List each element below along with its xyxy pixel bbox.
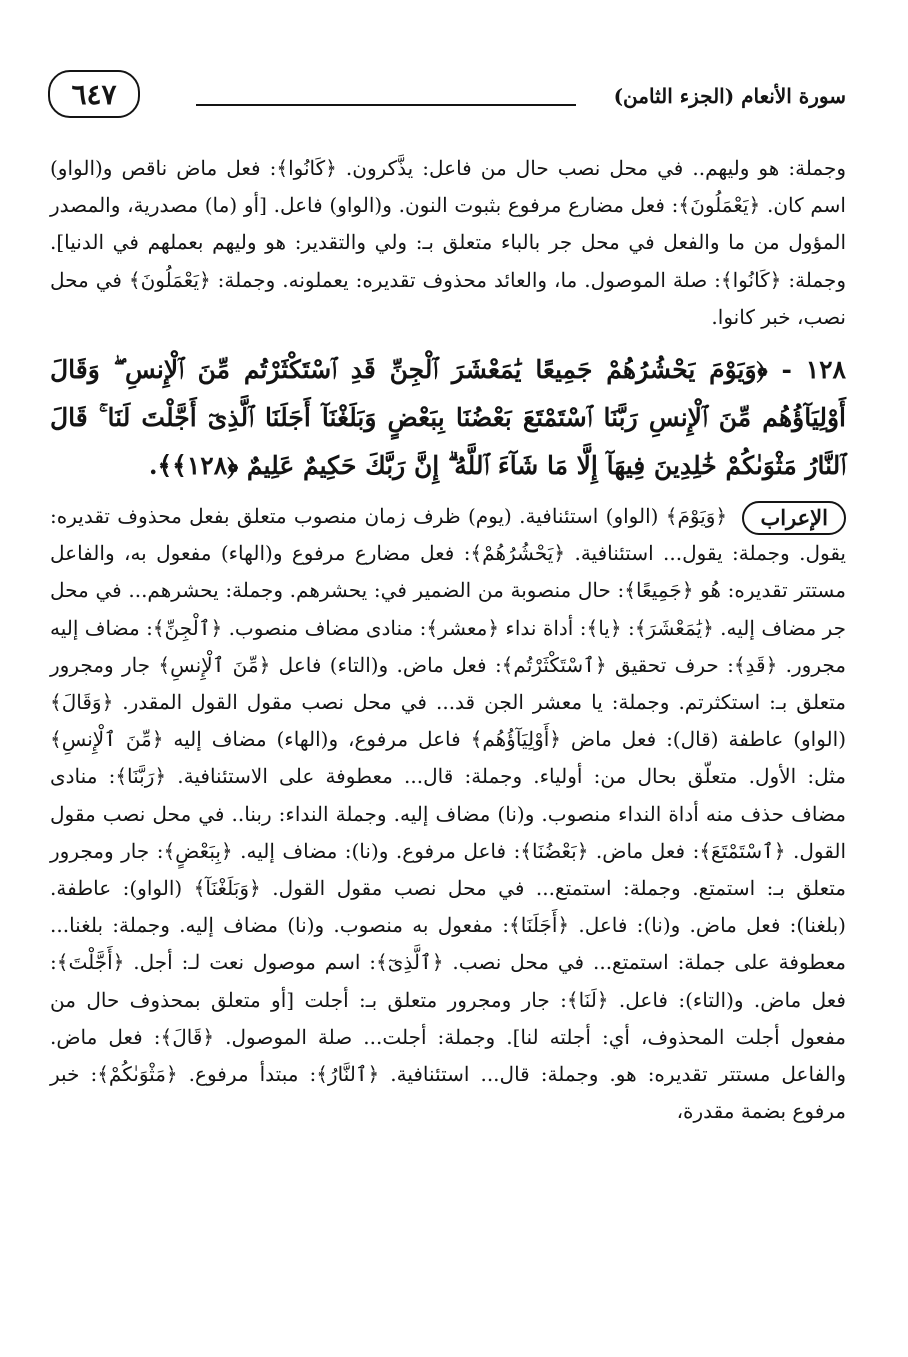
irab-label: الإعراب bbox=[742, 501, 846, 535]
quran-verse bbox=[50, 346, 846, 490]
irab-paragraph bbox=[50, 498, 846, 1130]
commentary-paragraph: وجملة: هو وليهم.. في محل نصب حال من فاعل: يذَّكرون. ﴿كَانُوا﴾: فعل ماض ناقص و(الواو) اسم كان. ﴿يَعْمَلُونَ﴾: فعل مضارع مرفوع بثبوت النون. و(الواو) فاعل. [أو (ما) مصدرية، والمصدر المؤول من ما والفعل في محل جر بالباء متعلق بـ: ولي والتقدير: هو وليهم بعملهم في الدنيا]. وجملة: ﴿كَانُوا﴾: صلة الموصول. ما، والعائد محذوف تقديره: يعملونه. وجملة: ﴿يَعْمَلُونَ﴾ في محل نصب، خبر كانوا. bbox=[50, 156, 846, 329]
running-head: سورة الأنعام (الجزء الثامن) bbox=[613, 84, 846, 108]
verse-number: ١٢٨ - bbox=[781, 355, 846, 385]
header-rule bbox=[196, 104, 576, 106]
page-content bbox=[50, 150, 846, 1130]
page-number: ٦٤٧ bbox=[48, 70, 140, 118]
page-header bbox=[48, 70, 846, 124]
irab-text: ﴿وَيَوْمَ﴾ (الواو) استئنافية. (يوم) ظرف زمان منصوب متعلق بفعل محذوف تقديره: يقول. وجملة: يقول... استئنافية. ﴿يَحْشُرُهُمْ﴾: فعل مضارع مرفوع و(الهاء) مفعول به، والفاعل مستتر تقديره: هُو ﴿جَمِيعًا﴾: حال منصوبة من الضمير في: يحشرهم. وجملة: يحشرهم... في محل جر مضاف إليه. ﴿يَٰمَعْشَرَ﴾: ﴿يا﴾: أداة نداء ﴿معشر﴾: منادى مضاف منصوب. ﴿ٱلْجِنِّ﴾: مضاف إليه مجرور. ﴿قَدِ﴾: حرف تحقيق ﴿ٱسْتَكْثَرْتُم﴾: فعل ماض. و(التاء) فاعل ﴿مِّنَ ٱلْإِنسِ﴾ جار ومجرور متعلق بـ: استكثرتم. وجملة: يا معشر الجن قد... في محل نصب مقول القول المقدر. ﴿وَقَالَ﴾ (الواو) عاطفة (قال): فعل ماض ﴿أَوْلِيَآؤُهُم﴾ فاعل مرفوع، و(الهاء) مضاف إليه ﴿مِّنَ ٱلْإِنسِ﴾ مثل: الأول. متعلّق بحال من: أولياء. وجملة: قال... معطوفة على الاستئنافية. ﴿رَبَّنَا﴾: منادى مضاف حذف منه أداة النداء منصوب. و(نا) مضاف إليه. وجملة النداء: ربنا.. في محل نصب مقول القول. ﴿ٱسْتَمْتَعَ﴾: فعل ماض. ﴿بَعْضُنَا﴾: فاعل مرفوع. و(نا): مضاف إليه. ﴿بِبَعْضٍ﴾: جار ومجرور متعلق بـ: استمتع. وجملة: استمتع... في محل نصب مقول القول. ﴿وَبَلَغْنَآ﴾ (الواو): عاطفة. (بلغنا): فعل ماض. و(نا): فاعل. ﴿أَجَلَنَا﴾: مفعول به منصوب. و(نا) مضاف إليه. وجملة: بلغنا... معطوفة على جملة: استمتع... في محل نصب. ﴿ٱلَّذِىٓ﴾: اسم موصول نعت لـ: أجل. ﴿أَجَّلْتَ﴾: فعل ماض. و(التاء): فاعل. ﴿لَنَا﴾: جار ومجرور متعلق بـ: أجلت [أو متعلق بمحذوف حال من مفعول أجلت المحذوف، أي: أجلته لنا]. وجملة: أجلت... صلة الموصول. ﴿قَالَ﴾: فعل ماض. والفاعل مستتر تقديره: هو. وجملة: قال... استئنافية. ﴿ٱلنَّارُ﴾: مبتدأ مرفوع. ﴿مَثْوَىٰكُمْ﴾: خبر مرفوع بضمة مقدرة، bbox=[50, 504, 846, 1124]
verse-text: ﴿وَيَوْمَ يَحْشُرُهُمْ جَمِيعًا يَٰمَعْشَرَ ٱلْجِنِّ قَدِ ٱسْتَكْثَرْتُم مِّنَ ٱلْإِنسِ ۖ وَقَالَ أَوْلِيَآؤُهُم مِّنَ ٱلْإِنسِ رَبَّنَا ٱسْتَمْتَعَ بَعْضُنَا بِبَعْضٍ وَبَلَغْنَآ أَجَلَنَا ٱلَّذِىٓ أَجَّلْتَ لَنَا ۚ قَالَ ٱلنَّارُ مَثْوَىٰكُمْ خَٰلِدِينَ فِيهَآ إِلَّا مَا شَآءَ ٱللَّهُ ۗ إِنَّ رَبَّكَ حَكِيمٌ عَلِيمٌ ﴿١٢٨﴾﴾. bbox=[50, 355, 846, 481]
